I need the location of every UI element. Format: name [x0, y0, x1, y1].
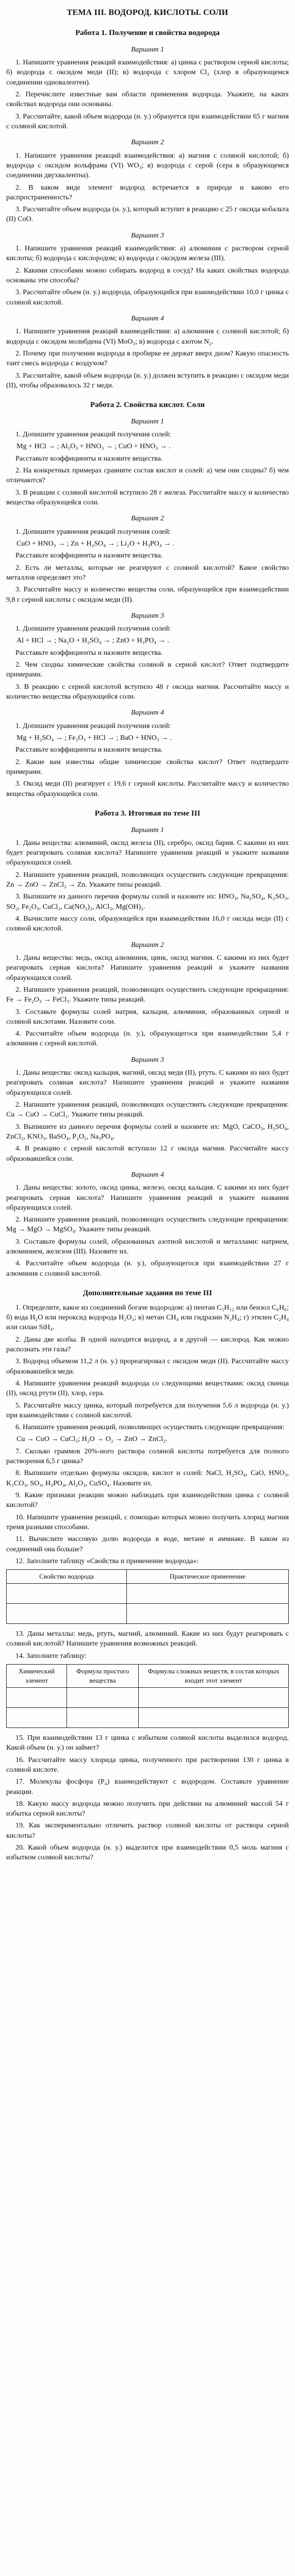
- question-item: 8. Выпишите отдельно формулы оксидов, кислот и солей: NaCl, H₂SO₄, CaO, HNO₃, K₂CO₃, SO₃, H₃PO₄, Al₂O₃, CuSO₄. Назовите их.: [6, 1469, 289, 1487]
- question-item: 2. Есть ли металлы, которые не реагируют с соляной кислотой? Какое свойство металлов определяет это?: [6, 564, 289, 582]
- work-section: [6, 28, 289, 391]
- question-item: 3. Выпишите из данного перечня формулы солей и назовите их: MgO, CaCO₃, H₂SO₄, ZnCl₂, KNO₃, BaSO₄, P₂O₅, Na₃PO₄.: [6, 1123, 289, 1141]
- work-heading: Работа 2. Свойства кислот. Соли: [90, 401, 205, 410]
- fill-table: [6, 1569, 289, 1624]
- work-heading: Работа 3. Итоговая по теме III: [94, 809, 201, 818]
- question-item: 2. Даны две колбы. В одной находится водород, а в другой — кислород. Как можно распознать эти газы?: [6, 1335, 289, 1353]
- variant-title: Вариант 2: [130, 941, 165, 949]
- question-item: 1. Допишите уравнения реакций получения солей:: [15, 431, 171, 439]
- question-item: 5. Рассчитайте массу цинка, который потребуется для получения 5,6 л водорода (н. у.) при взаимодействии с соляной кислотой.: [6, 1401, 289, 1419]
- question-item: 13. Даны металлы: медь, ртуть, магний, алюминий. Какие из них будут реагировать с соляной кислотой? Напишите уравнения возможных реакций.: [6, 1630, 289, 1648]
- question-item: 20. Какой объем водорода (н. у.) выделится при взаимодействии 0,5 моль магния с избытком соляной кислоты?: [6, 1844, 289, 1862]
- variant-title: Вариант 3: [130, 1056, 165, 1064]
- question-item: Расставьте коэффициенты и назовите вещества.: [15, 649, 163, 657]
- table-header-cell: Практическое применение: [127, 1570, 289, 1584]
- variant-title: Вариант 3: [130, 612, 165, 620]
- question-item: 1. Даны вещества: золото, оксид цинка, железо, оксид кальция. С какими из них будет реагировать серная кислота? Напишите уравнения реакций и укажите названия образующихся солей.: [6, 1184, 289, 1212]
- question-item: 2. В каком виде элемент водород встречается в природе и каково его распространенность?: [6, 183, 289, 201]
- question-item: 3. В реакцию с серной кислотой вступило 48 г оксида магния. Рассчитайте массу и количество вещества образующейся соли.: [6, 683, 289, 701]
- question-item: 3. Рассчитайте объем водорода (н. у.), который вступит в реакцию с 25 г оксида кобальта (II) CoO.: [6, 206, 289, 224]
- variant-title: Вариант 4: [130, 314, 165, 323]
- question-item: 2. Напишите уравнения реакций, позволяющих осуществить следующие превращения: Cu → CuO → CuCl₂. Укажите типы реакций.: [6, 1101, 289, 1119]
- question-item: Расставьте коэффициенты и назовите вещества.: [15, 746, 163, 754]
- table-row: [7, 1707, 289, 1727]
- question-item: 1. Даны вещества: алюминий, оксид железа (II), серебро, оксид бария. С какими из них будет реагировать соляная кислота? Напишите уравнения реакций и укажите названия образующихся солей.: [6, 839, 289, 867]
- question-item: 1. Определите, какое из соединений богаче водородом: а) пентан C₅H₁₂ или бензол C₆H₆; б) вода H₂O или пероксид водорода H₂O₂; в) метан CH₄ или гидразин N₂H₄; г) этилен C₂H₄ или силан SiH₄.: [6, 1303, 289, 1332]
- work-section: [6, 400, 289, 799]
- question-item: 3. В реакции с соляной кислотой вступило 28 г железа. Рассчитайте массу и количество вещества образующейся соли.: [6, 488, 289, 507]
- question-item: 1. Напишите уравнения реакций взаимодействия: а) алюминия с раствором серной кислоты; б) водорода с кислородом; в) водорода с оксидом железа (III).: [6, 245, 289, 263]
- table-cell: [7, 1604, 127, 1624]
- question-item: 3. Рассчитайте объем (н. у.) водорода, образующийся при взаимодействии 10,0 г цинка с соляной кислотой.: [6, 289, 289, 307]
- table-header-cell: Химический элемент: [7, 1665, 67, 1688]
- equation-line: Al + HCl → ; Na₂O + H₂SO₄ → ; ZnO + H₃PO₄ → .: [17, 637, 169, 645]
- question-item: 3. Рассчитайте, какой объем водорода (н. у.) должен вступить в реакцию с оксидом меди (II), чтобы образовалось 32 г меди.: [6, 371, 289, 389]
- table-cell: [127, 1604, 289, 1624]
- table-row: [7, 1604, 289, 1624]
- variant-title: Вариант 1: [130, 45, 165, 54]
- equation-line: CuO + HNO₃ → ; Zn + H₂SO₄ → ; Li₂O + H₃PO₄ → .: [17, 539, 175, 548]
- variant-title: Вариант 4: [130, 709, 165, 717]
- extra-heading: Дополнительные задания по теме III: [83, 1289, 212, 1298]
- variant-title: Вариант 2: [130, 515, 165, 523]
- question-item: 2. Какими способами можно собирать водород в сосуд? На каких свойствах водорода основаны эти способы?: [6, 266, 289, 285]
- table-row: [7, 1687, 289, 1707]
- question-item: 2. Какие вам известны общие химические свойства кислот? Ответ подтвердите примерами.: [6, 758, 289, 776]
- bottom-spacer: [6, 1865, 289, 1869]
- question-item: 2. Напишите уравнения реакций, позволяющих осуществить следующие превращения: Fe → Fe₂O₃ → FeCl₃. Укажите типы реакций.: [6, 986, 289, 1004]
- question-item: 3. Водород объемом 11,2 л (н. у.) прореагировал с оксидом меди (II). Рассчитайте массу образовавшейся меди.: [6, 1358, 289, 1376]
- equation-line: Mg + H₂SO₄ → ; Fe₂O₃ + HCl → ; BaO + HNO₃ → .: [17, 734, 172, 742]
- table-cell: [67, 1707, 138, 1727]
- question-item: 1. Даны вещества: оксид кальция, магний, оксид меди (II), ртуть. С какими из них будет реагировать соляная кислота? Напишите уравнения реакций и укажите названия образующихся солей.: [6, 1069, 289, 1097]
- question-item: 2. Напишите уравнения реакций, позволяющих осуществить следующие превращения: Mg → MgO → MgSO₄. Укажите типы реакций.: [6, 1216, 289, 1234]
- table-header-cell: Формула простого вещества: [67, 1665, 138, 1688]
- question-item: 11. Вычислите массовую долю водорода в воде, метане и аммиаке. В каком из соединений она больше?: [6, 1535, 289, 1553]
- question-item: 18. Какую массу водорода можно получить при действии на алюминий массой 54 г избытка серной кислоты?: [6, 1800, 289, 1818]
- question-item: 3. Выпишите из данного перечня формулы солей и назовите их: HNO₃, Na₂SO₄, K₂SO₃, SO₂, Fe₂O₃, CuCl₂, Ca(NO₃)₂, AlCl₃, Mg(OH)₂.: [6, 893, 289, 911]
- question-item: 9. Какие признаки реакции можно наблюдать при взаимодействии цинка с соляной кислотой?: [6, 1492, 289, 1510]
- question-item: 7. Сколько граммов 20%-ного раствора соляной кислоты потребуется для полного растворения 6,5 г цинка?: [6, 1447, 289, 1466]
- table-cell: [7, 1707, 67, 1727]
- question-item: 2. Перечислите известные вам области применения водорода. Укажите, на каких свойствах водорода они основаны.: [6, 91, 289, 109]
- question-item: 4. Напишите уравнения реакций водорода со следующими веществами: оксид свинца (II), оксид ртути (II), хлор, сера.: [6, 1379, 289, 1398]
- equation-line: Mg + HCl → ; Al₂O₃ + HNO₃ → ; CuO + HNO₃ → .: [17, 443, 171, 451]
- page-title: ТЕМА III. ВОДОРОД. КИСЛОТЫ. СОЛИ: [67, 8, 228, 17]
- question-item: 4. Рассчитайте объем водорода (н. у.), образующегося при взаимодействии 5,4 г алюминия с серной кислотой.: [6, 1030, 289, 1048]
- question-item: 17. Молекулы фосфора (P₄) взаимодействуют с водородом. Составьте уравнение реакции.: [6, 1778, 289, 1796]
- question-item: 10. Напишите уравнения реакций, с помощью которых можно получить хлорид магния тремя разными способами.: [6, 1513, 289, 1531]
- question-item: 4. Рассчитайте объем водорода (н. у.), образующегося при взаимодействии 27 г алюминия с соляной кислотой.: [6, 1260, 289, 1278]
- question-item: 2. На конкретных примерах сравните состав кислот и солей: а) чем они сходны? б) чем отличаются?: [6, 467, 289, 485]
- question-item: 1. Даны вещества: медь, оксид алюминия, цинк, оксид магния. С какими из них будет реагировать серная кислота? Напишите уравнения реакций и укажите названия образующихся солей.: [6, 954, 289, 982]
- variant-title: Вариант 2: [130, 139, 165, 147]
- work-section: [6, 808, 289, 1279]
- question-item: Расставьте коэффициенты и назовите вещества.: [15, 454, 163, 463]
- table-cell: [139, 1707, 289, 1727]
- works-container: [6, 28, 289, 1279]
- table-row: [7, 1584, 289, 1604]
- question-item: 2. Чем сходны химические свойства соляной и серной кислот? Ответ подтвердите примерами.: [6, 661, 289, 679]
- table-cell: [139, 1687, 289, 1707]
- question-item: Расставьте коэффициенты и назовите вещества.: [15, 552, 163, 560]
- question-item: 4. В реакцию с серной кислотой вступило 12 г оксида магния. Рассчитайте массу образовавшейся соли.: [6, 1145, 289, 1163]
- question-item: 1. Допишите уравнения реакций получения солей:: [15, 722, 171, 730]
- question-item: 16. Рассчитайте массу хлорида цинка, полученного при растворении 130 г цинка в соляной кислоте.: [6, 1756, 289, 1774]
- extra-section: [6, 1288, 289, 1863]
- question-item: 1. Напишите уравнения реакций взаимодействия: а) алюминия с соляной кислотой; б) водорода с оксидом молибдена (VI) MoO₃; в) водорода с азотом N₂.: [6, 328, 289, 346]
- question-item: 12. Заполните таблицу «Свойства и применение водорода»:: [15, 1557, 199, 1565]
- table-header-cell: Свойство водорода: [7, 1570, 127, 1584]
- table-cell: [67, 1687, 138, 1707]
- question-item: 14. Заполните таблицу:: [15, 1652, 87, 1660]
- table-cell: [7, 1584, 127, 1604]
- question-item: 15. При взаимодействии 13 г цинка с избытком соляной кислоты выделился водород. Какой объем (н. у.) он займет?: [6, 1734, 289, 1752]
- work-heading: Работа 1. Получение и свойства водорода: [75, 29, 220, 38]
- variant-title: Вариант 1: [130, 826, 165, 834]
- variant-title: Вариант 1: [130, 417, 165, 426]
- question-item: 4. Вычислите массу соли, образующейся при взаимодействии 16,0 г оксида меди (II) с соляной кислотой.: [6, 915, 289, 933]
- question-item: 3. Оксид меди (II) реагирует с 19,6 г серной кислоты. Рассчитайте массу и количество вещества образующейся соли.: [6, 780, 289, 798]
- table-cell: [7, 1687, 67, 1707]
- question-item: 3. Составьте формулы солей, образованных азотной кислотой и металлами: натрием, алюминием, железом (III). Назовите их.: [6, 1238, 289, 1256]
- table-header-cell: Формулы сложных веществ, в состав которых входит этот элемент: [139, 1665, 289, 1688]
- question-item: 1. Напишите уравнения реакций взаимодействия: а) магния с соляной кислотой; б) водорода с оксидом вольфрама (VI) WO₃; в) водорода с серой (сера в образующемся соединении двухвалентна).: [6, 151, 289, 180]
- question-item: 6. Напишите уравнения реакций, позволяющих осуществить следующие превращения:: [15, 1423, 285, 1432]
- table-cell: [127, 1584, 289, 1604]
- variant-title: Вариант 3: [130, 231, 165, 240]
- equation-line: Cu → CuO → CuCl₂; H₂O → O₂ → ZnO → ZnCl₂.: [17, 1435, 168, 1444]
- question-item: 1. Допишите уравнения реакций получения солей:: [15, 625, 171, 633]
- question-item: 2. Почему при получении водорода в пробирке ее держат вверх дном? Какую опасность таит смесь водорода с воздухом?: [6, 349, 289, 368]
- question-item: 3. Рассчитайте массу и количество вещества соли, образующейся при взаимодействии 9,8 г серной кислоты с оксидом меди (II).: [6, 586, 289, 604]
- question-item: 1. Напишите уравнения реакций взаимодействия: а) цинка с раствором серной кислоты; б) водорода с оксидом меди (II); в) водорода с хлором Cl₂ (хлор в образующемся соединении одновалентен).: [6, 59, 289, 87]
- question-item: 19. Как экспериментально отличить раствор соляной кислоты от раствора серной кислоты?: [6, 1822, 289, 1840]
- question-item: 3. Рассчитайте, какой объем водорода (н. у.) образуется при взаимодействии 65 г магния с соляной кислотой.: [6, 112, 289, 130]
- fill-table: [6, 1664, 289, 1728]
- question-item: 1. Допишите уравнения реакций получения солей:: [15, 528, 171, 536]
- question-item: 3. Составьте формулы солей натрия, кальция, алюминия, образованных серной и соляной кислотами. Назовите соли.: [6, 1008, 289, 1026]
- variant-title: Вариант 4: [130, 1171, 165, 1179]
- question-item: 2. Напишите уравнения реакций, позволяющих осуществить следующие превращения: Zn → ZnO → ZnCl₂ → Zn. Укажите типы реакций.: [6, 871, 289, 889]
